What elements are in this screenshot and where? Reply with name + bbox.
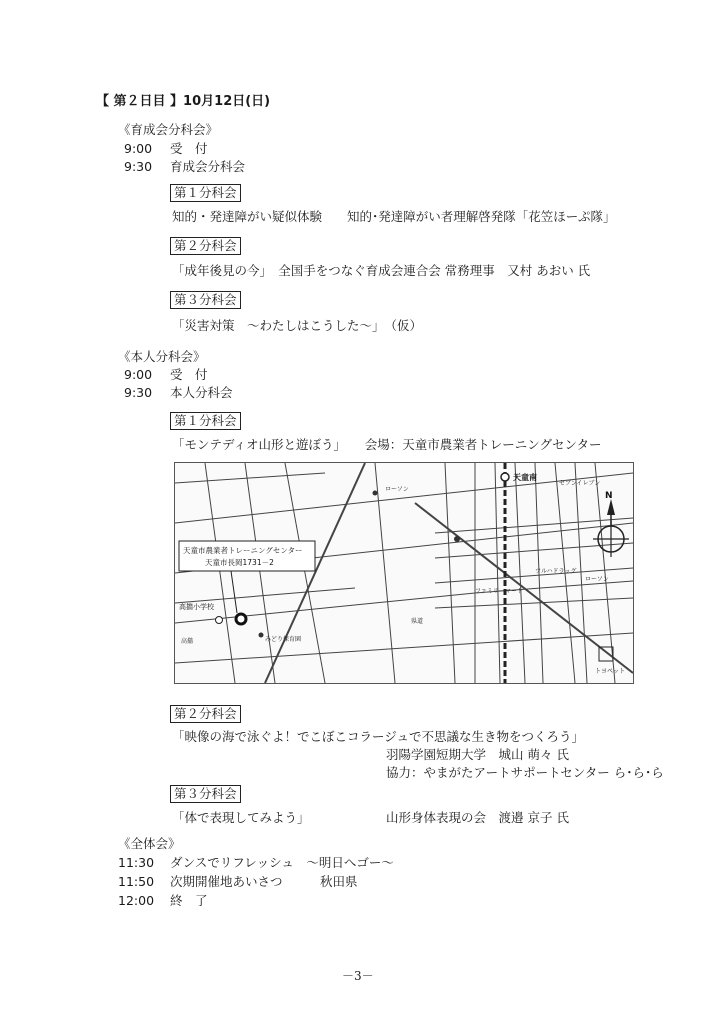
session-heading-box: 第２分科会: [170, 237, 241, 255]
venue-map: [174, 462, 634, 684]
schedule-time: 12:00: [118, 893, 155, 908]
session-line: 「体で表現してみよう」: [172, 810, 310, 825]
venue-callout-name: 天童市農業者トレーニングセンター: [183, 546, 303, 555]
schedule-label: 本人分科会: [170, 385, 233, 400]
session-heading: [170, 705, 241, 723]
schedule-label: 次期開催地あいさつ 秋田県: [170, 874, 358, 889]
schedule-time: 9:30: [124, 385, 153, 400]
venue-callout-address: 天童市長岡1731－2: [205, 558, 274, 567]
session-heading: [170, 291, 241, 309]
school-marker-icon: [216, 617, 223, 624]
day-header: 【 第２日目 】10月12日(日): [96, 94, 271, 109]
session-heading-box: 第３分科会: [170, 291, 241, 309]
station-label: 天童南: [513, 473, 537, 482]
zentai-title: 《全体会》: [118, 836, 181, 851]
schedule-time: 9:00: [124, 367, 153, 382]
map-label: 県道: [411, 618, 424, 625]
north-label: N: [605, 491, 613, 501]
session-speaker: 山形身体表現の会 渡邉 京子 氏: [386, 810, 569, 825]
station-marker-icon: [501, 473, 509, 481]
map-label: セブンイレブン: [559, 480, 601, 487]
session-cooperation: 協力：やまがたアートサポートセンター ら･ら･ら: [386, 765, 664, 780]
schedule-time: 9:30: [124, 159, 153, 174]
session-heading: [170, 412, 241, 430]
session-heading-box: 第２分科会: [170, 705, 241, 723]
school-label: 高擶小学校: [179, 603, 214, 611]
map-label: ローソン: [585, 576, 609, 583]
session-heading-box: 第１分科会: [170, 412, 241, 430]
session-heading-box: 第３分科会: [170, 785, 241, 803]
honnin-title: 《本人分科会》: [118, 349, 206, 364]
ikuseikai-title: 《育成会分科会》: [118, 122, 219, 137]
session-speaker: 羽陽学園短期大学 城山 萌々 氏: [386, 747, 569, 762]
session-line: 「災害対策 ～わたしはこうした～」 （仮）: [172, 318, 423, 333]
schedule-label: 終 了: [170, 893, 208, 908]
session-heading: [170, 785, 241, 803]
session-line: 知的・発達障がい疑似体験 知的･発達障がい者理解啓発隊「花笠ほーぷ隊」: [172, 209, 616, 224]
schedule-time: 11:30: [118, 855, 155, 870]
schedule-time: 9:00: [124, 141, 153, 156]
map-label: ローソン: [385, 486, 409, 493]
schedule-label: 受 付: [170, 367, 208, 382]
session-line: 「モンテディオ山形と遊ぼう」 会場：天童市農業者トレーニングセンター: [172, 437, 602, 452]
schedule-label: 受 付: [170, 141, 208, 156]
session-heading: [170, 184, 241, 202]
map-graphic: [175, 463, 633, 683]
schedule-label: ダンスでリフレッシュ ～明日へゴー～: [170, 855, 394, 870]
map-label: みどり保育園: [265, 636, 302, 643]
venue-marker-icon: [236, 614, 246, 624]
session-line: 「映像の海で泳ぐよ！でこぼこコラージュで不思議な生き物をつくろう」: [172, 729, 585, 744]
map-label: ツルハドラッグ: [535, 568, 577, 575]
session-heading: [170, 237, 241, 255]
page-number: －3－: [342, 969, 374, 983]
schedule-time: 11:50: [118, 874, 155, 889]
session-line: 「成年後見の今」 全国手をつなぐ育成会連合会 常務理事 又村 あおい 氏: [172, 263, 591, 278]
map-label: 高擶: [181, 638, 194, 645]
session-heading-box: 第１分科会: [170, 184, 241, 202]
map-label: ファミリーマート: [475, 588, 523, 595]
schedule-label: 育成会分科会: [170, 159, 246, 174]
map-label: トヨペット: [595, 668, 626, 675]
